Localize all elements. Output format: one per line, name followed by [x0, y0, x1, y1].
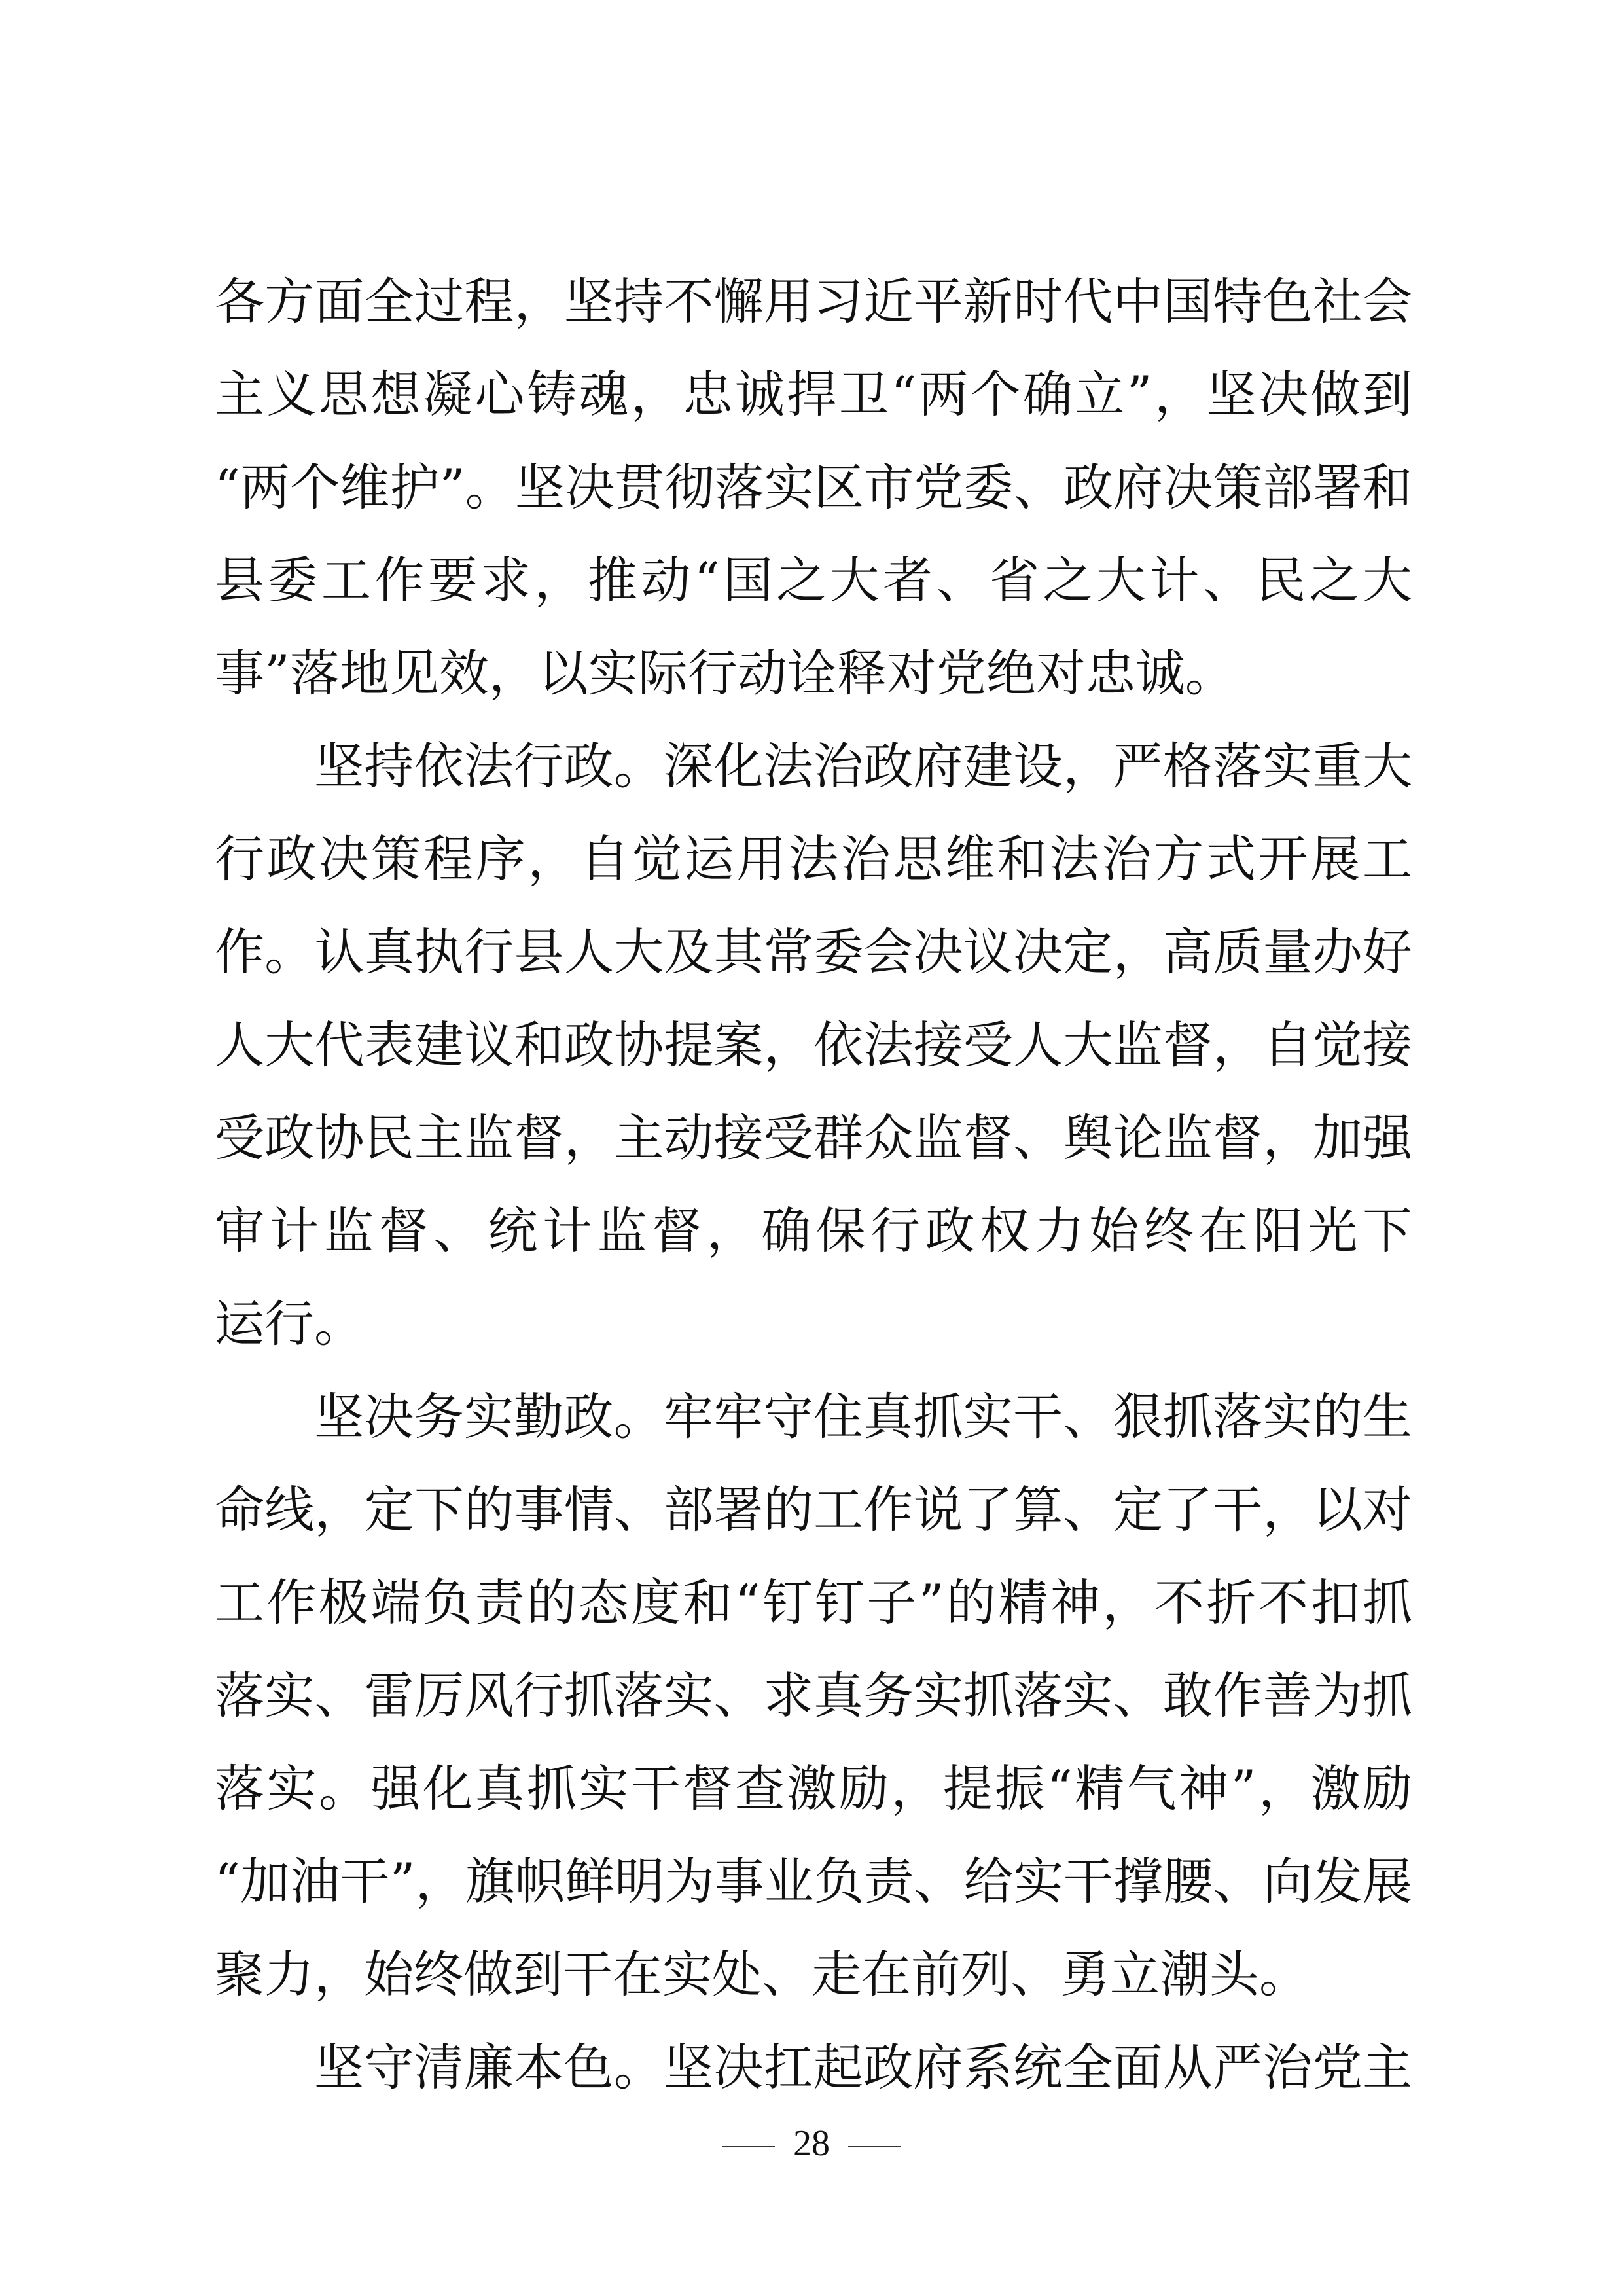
text-line: 行政决策程序，自觉运用法治思维和法治方式开展工 — [215, 830, 1412, 888]
text-line: 命线，定下的事情、部署的工作说了算、定了干，以对 — [215, 1480, 1412, 1539]
text-line: 各方面全过程，坚持不懈用习近平新时代中国特色社会 — [215, 272, 1412, 331]
text-line: 工作极端负责的态度和“钉钉子”的精神，不折不扣抓 — [215, 1573, 1412, 1632]
text-line: 落实、雷厉风行抓落实、求真务实抓落实、敢作善为抓 — [215, 1666, 1412, 1725]
text-line: 人大代表建议和政协提案，依法接受人大监督，自觉接 — [215, 1016, 1412, 1074]
body-text — [215, 255, 1412, 2114]
footer-dash-right — [848, 2146, 901, 2147]
text-line: 落实。强化真抓实干督查激励，提振“精气神”，激励 — [215, 1759, 1412, 1818]
text-line: 坚决务实勤政。牢牢守住真抓实干、狠抓落实的生 — [314, 1388, 1412, 1446]
text-line: 聚力，始终做到干在实处、走在前列、勇立潮头。 — [215, 1945, 1309, 2003]
paragraph — [215, 720, 1412, 1371]
text-line: 审计监督、统计监督，确保行政权力始终在阳光下 — [215, 1202, 1412, 1260]
footer-dash-left — [722, 2146, 775, 2147]
text-line: 主义思想凝心铸魂，忠诚捍卫“两个确立”，坚决做到 — [215, 365, 1412, 423]
text-line: 作。认真执行县人大及其常委会决议决定，高质量办好 — [215, 923, 1412, 981]
text-line: 坚守清廉本色。坚决扛起政府系统全面从严治党主 — [314, 2038, 1412, 2096]
text-line: “两个维护”。坚决贯彻落实区市党委、政府决策部署和 — [215, 458, 1412, 516]
text-line: 运行。 — [215, 1295, 364, 1353]
paragraph — [215, 1371, 1412, 2021]
text-line: 县委工作要求，推动“国之大者、省之大计、民之大 — [215, 551, 1412, 609]
paragraph — [215, 255, 1412, 720]
text-line: 事”落地见效，以实际行动诠释对党绝对忠诚。 — [215, 644, 1235, 702]
paragraph — [215, 2021, 1412, 2114]
page-number: 28 — [793, 2123, 830, 2164]
text-line: “加油干”，旗帜鲜明为事业负责、给实干撑腰、向发展 — [215, 1852, 1412, 1910]
text-line: 受政协民主监督，主动接受群众监督、舆论监督，加强 — [215, 1109, 1412, 1167]
text-line: 坚持依法行政。深化法治政府建设，严格落实重大 — [314, 737, 1412, 795]
page-footer — [0, 2121, 1623, 2166]
